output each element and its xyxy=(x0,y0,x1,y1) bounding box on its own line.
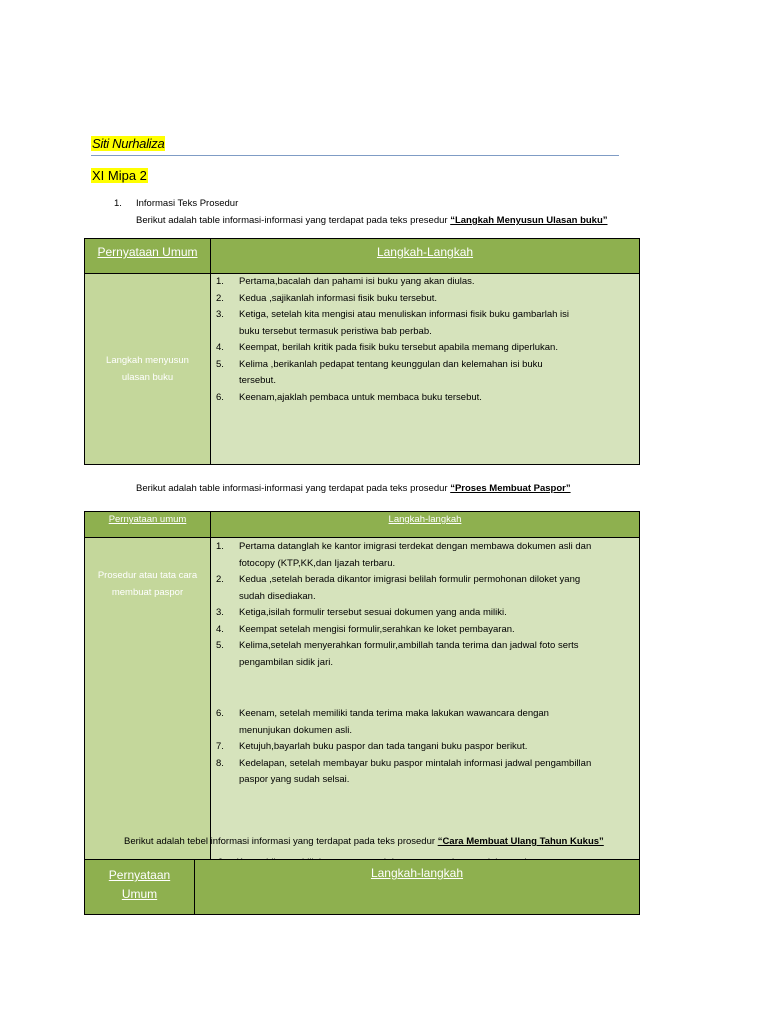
step-text-line: Kelima ,berikanlah pedapat tentang keunggulan dan kelemahan isi buku xyxy=(239,358,543,370)
intro-1-text: Berikut adalah table informasi-informasi yang terdapat pada teks presedur xyxy=(136,215,451,226)
table3-header-left-line1: Pernyataan xyxy=(108,868,171,882)
intro-2-text: Berikut adalah table informasi-informasi yang terdapat pada teks prosedur xyxy=(136,483,451,494)
intro-3-text: Berikut adalah tebel informasi informasi yang terdapat pada teks prosedur xyxy=(124,836,438,847)
step-text-line: Pertama,bacalah dan pahami isi buku yang akan diulas. xyxy=(239,276,475,287)
intro-1-highlight: “Langkah Menyusun Ulasan buku” xyxy=(450,215,608,226)
intro-3 xyxy=(124,836,604,847)
step-text-line: Ketujuh,bayarlah buku paspor dan tada tangani buku paspor berikut. xyxy=(239,741,528,752)
step-text-line: tersebut. xyxy=(239,375,276,386)
step-text-line: Ketiga, setelah kita mengisi atau menuliskan informasi fisik buku gambarlah isi xyxy=(239,309,570,320)
table2-left-cell: Prosedur atau tata cara membuat paspor xyxy=(85,538,211,878)
step-number: 6. xyxy=(216,391,224,403)
table2-steps-cell-a xyxy=(211,538,640,672)
step-text-line: paspor yang sudah selsai. xyxy=(239,774,350,785)
intro-1 xyxy=(136,215,608,226)
step-number: 6. xyxy=(216,708,224,719)
step-item xyxy=(216,622,633,639)
step-text-line: pengambilan sidik jari. xyxy=(239,656,333,668)
step-item xyxy=(216,572,633,605)
section-title: Informasi Teks Prosedur xyxy=(136,198,239,209)
table1-header-left: Pernyataan Umum xyxy=(85,239,211,274)
step-number: 5. xyxy=(216,358,224,370)
step-item xyxy=(216,357,629,390)
step-item xyxy=(216,756,633,789)
step-item xyxy=(216,605,633,622)
intro-3-highlight: “Cara Membuat Ulang Tahun Kukus” xyxy=(437,836,604,847)
step-text-line: Keempat, berilah kritik pada fisik buku tersebut apabila memang diperlukan. xyxy=(239,342,558,353)
table2-header-left: Pernyataan umum xyxy=(85,512,211,538)
step-text-line: Pertama datanglah ke kantor imigrasi terdekat dengan membawa dokumen asli dan xyxy=(239,541,592,552)
table1-steps-cell xyxy=(211,274,640,465)
step-text-line: buku tersebut termasuk peristiwa bab perbab. xyxy=(239,325,432,337)
table3-header-left-line2: Umum xyxy=(121,887,158,901)
step-number: 4. xyxy=(216,342,224,353)
step-number: 5. xyxy=(216,640,224,651)
step-number: 3. xyxy=(216,607,224,618)
step-text-line: fotocopy (KTP,KK,dan Ijazah terbaru. xyxy=(239,557,396,569)
step-number: 2. xyxy=(216,574,224,585)
step-text-line: Ketiga,isilah formulir tersebut sesuai dokumen yang anda miliki. xyxy=(239,607,507,618)
table1-left-cell: Langkah menyusun ulasan buku xyxy=(85,274,211,465)
table-langkah-ulasan xyxy=(84,238,640,465)
step-text-line: Kedua ,sajikanlah informasi fisik buku tersebut. xyxy=(239,292,438,304)
step-text-line: Keenam,ajaklah pembaca untuk membaca buku tersebut. xyxy=(239,391,482,403)
step-number: 2. xyxy=(216,292,224,304)
table2-header-right: Langkah-langkah xyxy=(211,512,640,538)
intro-2-highlight: “Proses Membuat Paspor” xyxy=(450,483,571,494)
step-text-line: Kelima,setelah menyerahkan formulir,ambillah tanda terima dan jadwal foto serts xyxy=(239,640,579,651)
author-name: Siti Nurhaliza xyxy=(92,136,165,151)
step-item xyxy=(216,539,633,572)
table3-header-left xyxy=(85,860,195,915)
step-number: 1. xyxy=(216,541,224,552)
step-item xyxy=(216,739,633,756)
table1-header-right: Langkah-Langkah xyxy=(211,239,640,274)
step-text-line: Kedua ,setelah berada dikantor imigrasi belilah formulir permohonan diloket yang xyxy=(239,574,581,585)
class-name: XI Mipa 2 xyxy=(92,168,147,183)
step-number: 7. xyxy=(216,741,224,752)
step-item xyxy=(216,706,633,739)
table3-header-right: Langkah-langkah xyxy=(195,860,640,915)
table2-steps-list-a xyxy=(211,539,639,671)
intro-2 xyxy=(136,483,571,494)
step-item xyxy=(216,638,633,671)
step-item xyxy=(216,274,629,291)
table-proses-paspor xyxy=(84,511,640,878)
table2-steps-cell-b xyxy=(211,671,640,849)
table2-steps-list-b xyxy=(211,706,639,789)
step-text-line: Keempat setelah mengisi formulir,serahkan ke loket pembayaran. xyxy=(239,623,515,635)
step-item xyxy=(216,340,629,357)
step-number: 4. xyxy=(216,623,224,635)
step-number: 3. xyxy=(216,309,224,320)
step-item xyxy=(216,307,629,340)
step-text-line: sudah disediakan. xyxy=(239,590,316,602)
step-text-line: Kedelapan, setelah membayar buku paspor mintalah informasi jadwal pengambillan xyxy=(239,757,592,769)
step-text-line: menunjukan dokumen asli. xyxy=(239,724,353,736)
step-item xyxy=(216,390,629,407)
step-number: 8. xyxy=(216,757,224,769)
step-number: 1. xyxy=(216,276,224,287)
section-number: 1. xyxy=(114,198,122,209)
step-item xyxy=(216,291,629,308)
header-divider xyxy=(91,155,619,156)
step-text-line: Keenam, setelah memiliki tanda terima maka lakukan wawancara dengan xyxy=(239,708,549,719)
table1-steps-list xyxy=(211,274,639,406)
table-ulang-tahun-kukus xyxy=(84,859,640,915)
